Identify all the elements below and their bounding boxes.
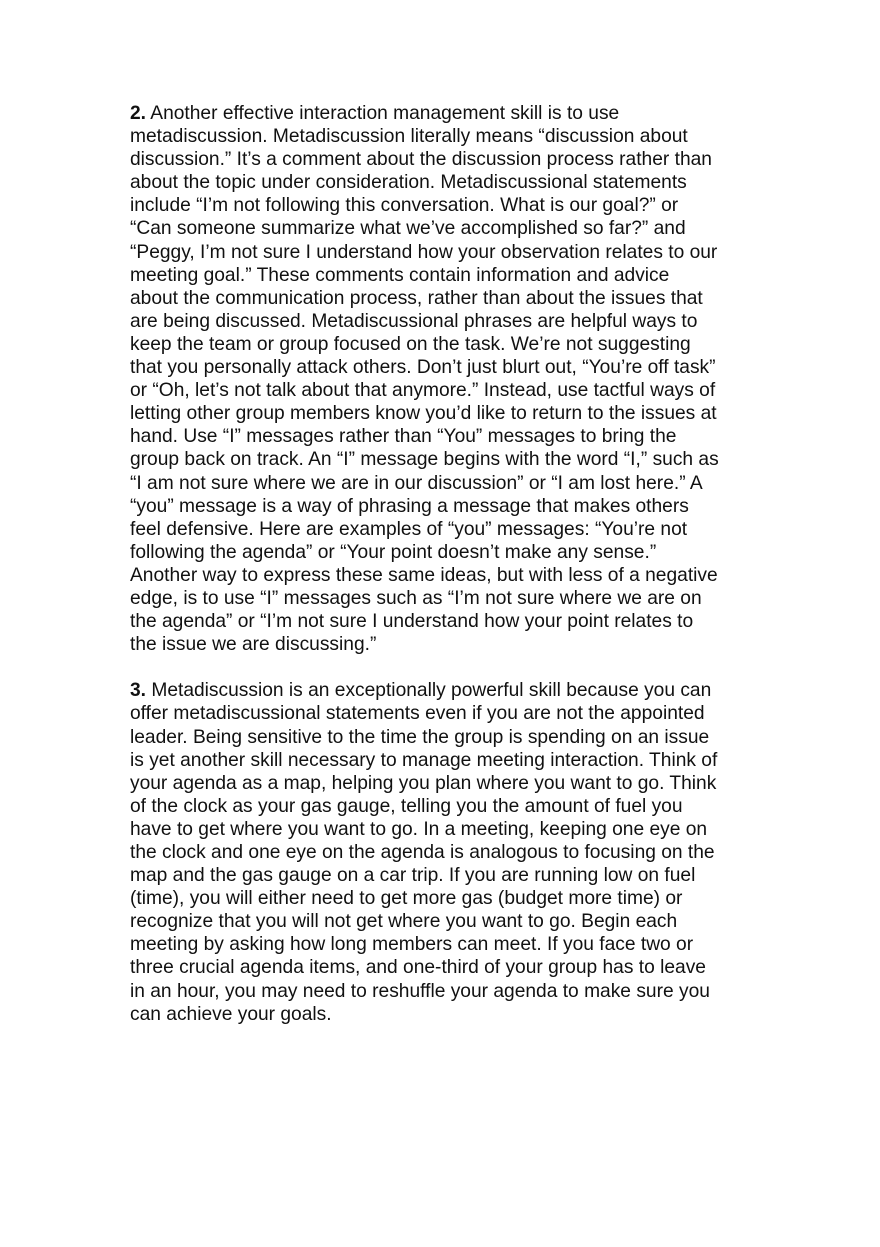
paragraph-line: your agenda as a map, helping you plan where you want to go. Think xyxy=(130,772,717,794)
paragraph-line: the agenda” or “I’m not sure I understand how your point relates to xyxy=(130,611,694,633)
paragraph-number: 3. xyxy=(130,680,147,702)
paragraph-line: (time), you will either need to get more gas (budget more time) or xyxy=(130,888,683,910)
paragraph-line: is yet another skill necessary to manage meeting interaction. Think of xyxy=(130,749,718,771)
paragraph-line: map and the gas gauge on a car trip. If you are running low on fuel xyxy=(130,865,696,887)
paragraph-line: offer metadiscussional statements even if you are not the appointed xyxy=(130,703,705,725)
paragraph-line: of the clock as your gas gauge, telling you the amount of fuel you xyxy=(130,795,683,817)
paragraph-line: include “I’m not following this conversation. What is our goal?” or xyxy=(130,195,679,217)
paragraph-line: discussion.” It’s a comment about the discussion process rather than xyxy=(130,149,712,171)
paragraph-line: group back on track. An “I” message begins with the word “I,” such as xyxy=(130,449,719,471)
paragraph-line: the issue we are discussing.” xyxy=(130,634,377,656)
paragraph-line: “I am not sure where we are in our discussion” or “I am lost here.” A xyxy=(130,472,703,494)
paragraph-line: following the agenda” or “Your point doesn’t make any sense.” xyxy=(130,541,657,563)
paragraph-line: three crucial agenda items, and one-third of your group has to leave xyxy=(130,957,706,979)
paragraph-number: 2. xyxy=(130,103,147,124)
paragraph-line: Another way to express these same ideas, but with less of a negative xyxy=(130,564,718,586)
paragraph-line: keep the team or group focused on the task. We’re not suggesting xyxy=(130,333,691,355)
paragraph-line: the clock and one eye on the agenda is analogous to focusing on the xyxy=(130,842,715,863)
paragraph-line: “Can someone summarize what we’ve accomplished so far?” and xyxy=(130,218,686,240)
paragraph-line: “Peggy, I’m not sure I understand how your observation relates to our xyxy=(130,241,718,263)
paragraph-line: “you” message is a way of phrasing a message that makes others xyxy=(130,495,689,517)
paragraph-line: that you personally attack others. Don’t just blurt out, “You’re off task” xyxy=(130,357,716,379)
paragraph-line: letting other group members know you’d like to return to the issues at xyxy=(130,403,717,425)
paragraph-line: have to get where you want to go. In a meeting, keeping one eye on xyxy=(130,818,708,840)
paragraph-3 xyxy=(130,679,770,1025)
paragraph-line: leader. Being sensitive to the time the group is spending on an issue xyxy=(130,726,710,748)
paragraph-line: about the communication process, rather than about the issues that xyxy=(130,287,703,309)
paragraph-line: metadiscussion. Metadiscussion literally means “discussion about xyxy=(130,126,688,148)
paragraph-line: in an hour, you may need to reshuffle your agenda to make sure you xyxy=(130,980,710,1002)
paragraph-line: or “Oh, let’s not talk about that anymore.” Instead, use tactful ways of xyxy=(130,380,716,402)
paragraph-line: 2. Another effective interaction management skill is to use xyxy=(130,103,620,124)
paragraph-line: are being discussed. Metadiscussional phrases are helpful ways to xyxy=(130,310,698,332)
paragraph-line: feel defensive. Here are examples of “you” messages: “You’re not xyxy=(130,518,688,540)
paragraph-line: recognize that you will not get where you want to go. Begin each xyxy=(130,911,678,933)
paragraph-line: can achieve your goals. xyxy=(130,1003,332,1025)
paragraph-line: meeting goal.” These comments contain information and advice xyxy=(130,264,670,286)
paragraph-line: about the topic under consideration. Metadiscussional statements xyxy=(130,172,687,194)
paragraph-line: 3. Metadiscussion is an exceptionally powerful skill because you can xyxy=(130,680,712,702)
paragraph-line: edge, is to use “I” messages such as “I’m not sure where we are on xyxy=(130,587,702,609)
paragraph-line: hand. Use “I” messages rather than “You” messages to bring the xyxy=(130,426,677,448)
paragraph-line: meeting by asking how long members can meet. If you face two or xyxy=(130,934,694,956)
document-body xyxy=(130,102,770,1026)
paragraph-2 xyxy=(130,102,770,656)
